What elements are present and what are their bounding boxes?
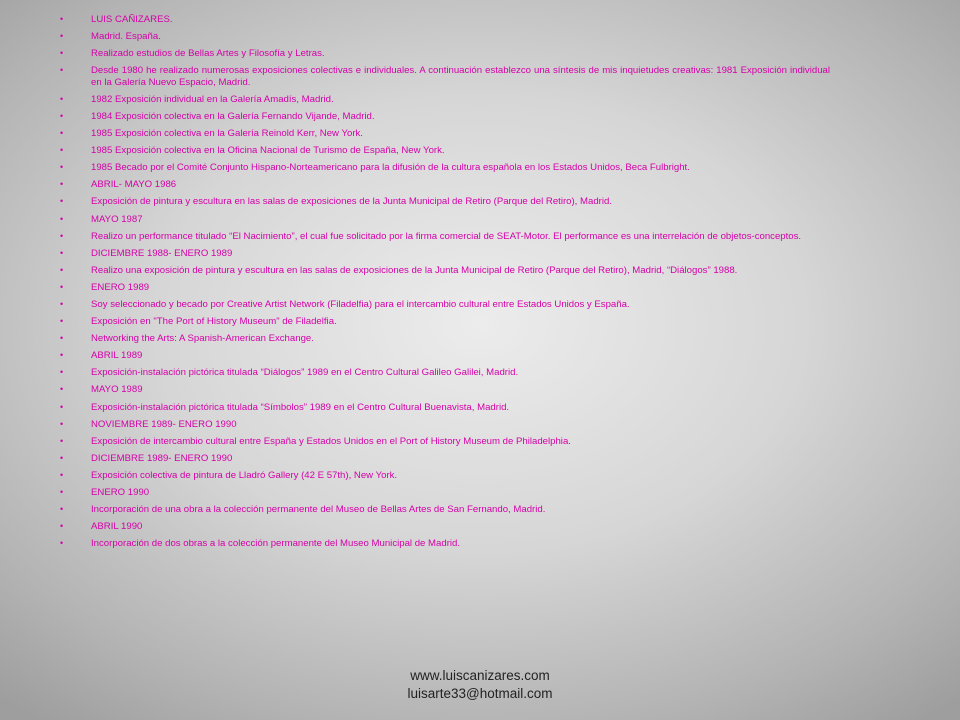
- bullet-icon: •: [60, 521, 64, 532]
- list-item: [60, 521, 830, 533]
- list-item-text: 1984 Exposición colectiva en la Galería Fernando Vijande, Madrid.: [91, 110, 375, 122]
- list-item-text: 1982 Exposición individual en la Galería Amadís, Madrid.: [91, 93, 334, 105]
- bullet-icon: •: [60, 367, 64, 378]
- list-item: [60, 162, 830, 174]
- list-item: [60, 111, 830, 123]
- bullet-icon: •: [60, 384, 64, 395]
- list-item-text: Exposición de pintura y escultura en las salas de exposiciones de la Junta Municipal de Retiro (Parque del Retiro), Madrid.: [91, 196, 613, 208]
- list-item-text: Exposición-instalación pictórica titulada “Diálogos” 1989 en el Centro Cultural Galileo Galilei, Madrid.: [91, 367, 519, 379]
- list-item: [60, 350, 830, 362]
- list-item: [60, 282, 830, 294]
- list-item: [60, 470, 830, 482]
- list-item: [60, 299, 830, 311]
- bullet-icon: •: [60, 179, 64, 190]
- bullet-icon: •: [60, 264, 64, 275]
- bullet-icon: •: [60, 65, 64, 76]
- list-item-text: MAYO 1989: [91, 384, 143, 396]
- list-item: [60, 128, 830, 140]
- list-item: [60, 48, 830, 60]
- list-item-text: NOVIEMBRE 1989- ENERO 1990: [91, 418, 237, 430]
- list-item: [60, 248, 830, 260]
- bullet-icon: •: [60, 487, 64, 498]
- bullet-icon: •: [60, 333, 64, 344]
- bullet-icon: •: [60, 145, 64, 156]
- list-item: [60, 367, 830, 379]
- bullet-icon: •: [60, 128, 64, 139]
- bullet-icon: •: [60, 350, 64, 361]
- list-item: [60, 231, 830, 243]
- list-item: [60, 214, 830, 226]
- bullet-icon: •: [60, 93, 64, 104]
- list-item-text: Exposición en "The Port of History Museum" de Filadelfia.: [91, 316, 337, 328]
- list-item-text: Incorporación de una obra a la colección permanente del Museo de Bellas Artes de San Fernando, Madrid.: [91, 504, 546, 516]
- footer: [0, 667, 960, 703]
- list-item-text: Realizo un performance titulado “El Nacimiento”, el cual fue solicitado por la firma comercial de SEAT-Motor. El performance es una interrelación de objetos-conceptos.: [91, 230, 802, 242]
- list-item: [60, 65, 830, 88]
- bullet-icon: •: [60, 299, 64, 309]
- list-item: [60, 538, 830, 550]
- list-item: [60, 14, 830, 26]
- list-item: [60, 94, 830, 106]
- bullet-icon: •: [60, 469, 64, 480]
- list-item: [60, 504, 830, 516]
- list-item-text: Realizado estudios de Bellas Artes y Filosofía y Letras.: [91, 48, 325, 60]
- list-item-text: DICIEMBRE 1989- ENERO 1990: [91, 452, 233, 464]
- bullet-icon: •: [60, 230, 64, 241]
- list-item: [60, 265, 830, 277]
- list-item: [60, 384, 830, 396]
- bullet-icon: •: [60, 504, 64, 515]
- list-item-text: ENERO 1989: [91, 281, 150, 293]
- list-item-text: Exposición colectiva de pintura de Lladró Gallery (42 E 57th), New York.: [91, 469, 398, 481]
- bullet-icon: •: [60, 14, 64, 24]
- list-item-text: ABRIL- MAYO 1986: [91, 179, 177, 191]
- bullet-icon: •: [60, 110, 64, 121]
- bullet-icon: •: [60, 196, 64, 207]
- list-item-text: ABRIL 1990: [91, 521, 143, 533]
- bullet-icon: •: [60, 401, 64, 412]
- biography-list: [60, 14, 830, 555]
- list-item: [60, 453, 830, 465]
- list-item: [60, 145, 830, 157]
- bullet-icon: •: [60, 247, 64, 258]
- bullet-icon: •: [60, 48, 64, 59]
- bullet-icon: •: [60, 162, 64, 173]
- list-item: [60, 31, 830, 43]
- list-item-text: DICIEMBRE 1988- ENERO 1989: [91, 247, 233, 259]
- list-item: [60, 179, 830, 191]
- footer-email[interactable]: luisarte33@hotmail.com: [407, 686, 553, 701]
- list-item-text: Exposición-instalación pictórica titulada “Símbolos” 1989 en el Centro Cultural Buenavista, Madrid.: [91, 401, 510, 413]
- list-item: [60, 419, 830, 431]
- bullet-icon: •: [60, 31, 64, 42]
- list-item-text: Incorporación de dos obras a la colección permanente del Museo Municipal de Madrid.: [91, 538, 461, 550]
- list-item: [60, 436, 830, 448]
- bullet-icon: •: [60, 418, 64, 429]
- bullet-icon: •: [60, 538, 64, 549]
- list-item-text: Desde 1980 he realizado numerosas exposiciones colectivas e individuales. A continuación establezco una síntesis de mis inquietudes creativas: 1981 Exposición individual en la Galería Nuevo Espacio, Madrid.: [91, 65, 830, 88]
- list-item-text: 1985 Exposición colectiva en la Oficina Nacional de Turismo de España, New York.: [91, 145, 445, 157]
- footer-website[interactable]: www.luiscanizares.com: [410, 668, 550, 683]
- bullet-icon: •: [60, 435, 64, 446]
- list-item: [60, 196, 830, 208]
- list-item: [60, 316, 830, 328]
- bullet-icon: •: [60, 316, 64, 327]
- list-item-text: Soy seleccionado y becado por Creative Artist Network (Filadelfia) para el intercambio cultural entre Estados Unidos y España.: [91, 299, 630, 310]
- list-item-text: Madrid. España.: [91, 31, 161, 43]
- list-item: [60, 402, 830, 414]
- list-item-text: LUIS CAÑIZARES.: [91, 14, 173, 25]
- list-item-text: Exposición de intercambio cultural entre España y Estados Unidos en el Port of History Museum de Philadelphia.: [91, 435, 571, 447]
- list-item-text: ENERO 1990: [91, 487, 150, 499]
- bullet-icon: •: [60, 281, 64, 292]
- list-item-text: 1985 Becado por el Comité Conjunto Hispano-Norteamericano para la difusión de la cultura española en los Estados Unidos, Beca Fulbright.: [91, 162, 690, 174]
- list-item-text: ABRIL 1989: [91, 350, 143, 362]
- list-item-text: Networking the Arts: A Spanish-American Exchange.: [91, 333, 314, 345]
- list-item: [60, 333, 830, 345]
- list-item-text: 1985 Exposición colectiva en la Galería Reinold Kerr, New York.: [91, 128, 363, 140]
- list-item-text: MAYO 1987: [91, 213, 143, 225]
- list-item-text: Realizo una exposición de pintura y escultura en las salas de exposiciones de la Junta Municipal de Retiro (Parque del Retiro), Madrid, “Diálogos” 1988.: [91, 264, 738, 276]
- list-item: [60, 487, 830, 499]
- bullet-icon: •: [60, 213, 64, 224]
- bullet-icon: •: [60, 452, 64, 463]
